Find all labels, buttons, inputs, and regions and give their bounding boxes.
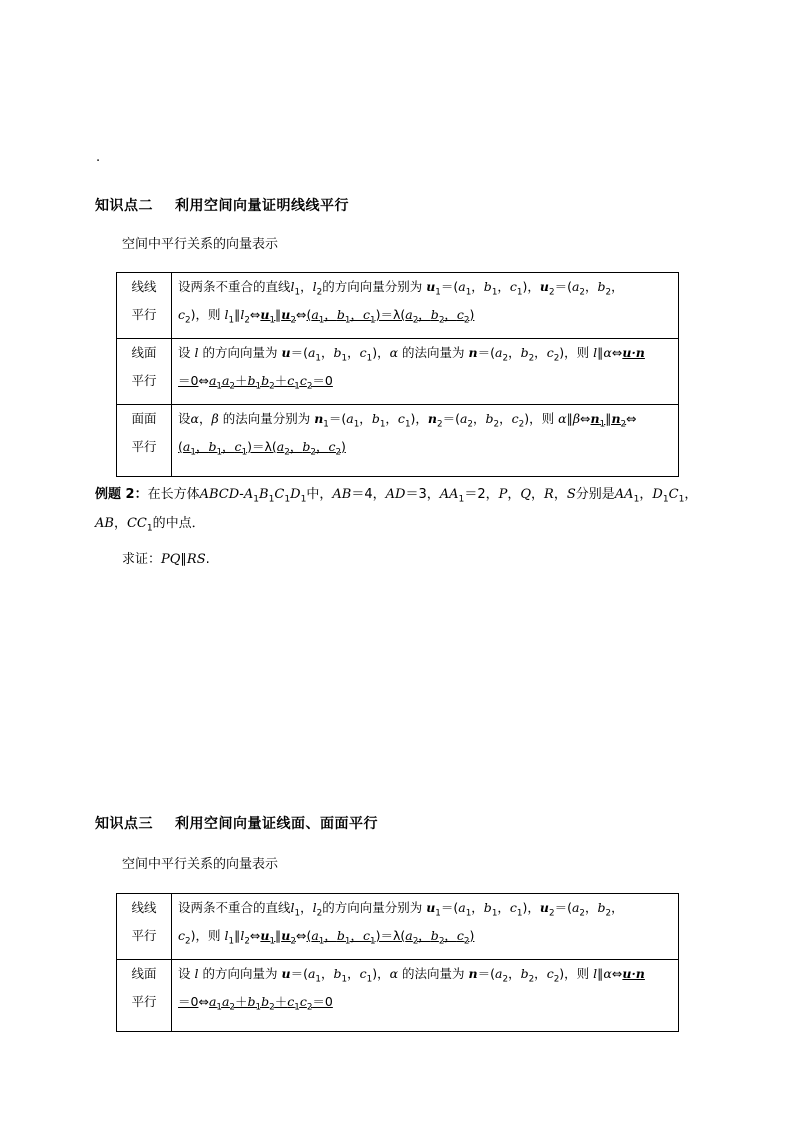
- row-label: 线线 平行: [117, 273, 172, 339]
- table-row-line-plane: [117, 339, 679, 405]
- example-2: 例题 2：在长方体ABCD-$A_1B_1C_1D_1$中，AB＝4，AD＝3，$AA_1=2$，P，Q，R，S分别是$AA_1$，$D_1C_1$， AB，$CC_1$的中点．: [95, 487, 698, 534]
- example-label: 例题 2：: [95, 487, 148, 502]
- row-label: 线面 平行: [117, 339, 172, 405]
- page-dot: .: [96, 150, 101, 165]
- row-label: 线面 平行: [117, 960, 172, 1032]
- section3-title: 利用空间向量证线面、面面平行: [175, 816, 378, 832]
- row-content: 设 l 的方向向量为 $u=(a_1$，$b_1$，$c_1$)，α 的法向量为 $n=(a_2$，$b_2$，$c_2$)，则 l∥α⇔u·n $=0\Leftrightarrow a_1a_2+b_1b_2+c_1c_2=0$: [172, 339, 679, 405]
- parallel-relations-table-2: [116, 893, 679, 1032]
- row-content: 设α，β 的法向量分别为 $n_1=(a_1$，$b_1$，$c_1$)，$n_2=(a_2$，$b_2$，$c_2$)，则 $\alpha\parallel\beta\Leftrightarrow n_1\parallel n_2\Leftrightarrow$ ($a_1$，$b_1$，$c_1)=\lambda(a_2$，$b_2$，$c_2$): [172, 405, 679, 477]
- row-label: 面面 平行: [117, 405, 172, 477]
- section2-heading: [95, 195, 349, 215]
- parallel-relations-table-1: [116, 272, 679, 477]
- section2-number: 知识点二: [95, 198, 153, 214]
- section3-heading: [95, 813, 378, 833]
- table-row-line-line: [117, 273, 679, 339]
- section2-subtitle: 空间中平行关系的向量表示: [122, 237, 279, 252]
- section3-subtitle: 空间中平行关系的向量表示: [122, 857, 279, 872]
- row-content: 设两条不重合的直线$l_1$，$l_2$的方向向量分别为 $u_1=(a_1$，$b_1$，$c_1$)，$u_2=(a_2$，$b_2$， $c_2$)，则 $l_1\parallel l_2\Leftrightarrow u_1\parallel u_2\Leftrightarrow(a_1$，$b_1$，$c_1)=\lambda(a_2$，$b_2$，$c_2$): [172, 894, 679, 960]
- row-content: 设两条不重合的直线$l_1$，$l_2$的方向向量分别为 $u_1=(a_1$，$b_1$，$c_1$)，$u_2=(a_2$，$b_2$， $c_2$)，则 $l_1\parallel l_2\Leftrightarrow u_1\parallel u_2\Leftrightarrow(a_1$，$b_1$，$c_1)=\lambda(a_2$，$b_2$，$c_2$): [172, 273, 679, 339]
- row-label: 线线 平行: [117, 894, 172, 960]
- section2-title: 利用空间向量证明线线平行: [175, 198, 349, 214]
- table-row-plane-plane: [117, 405, 679, 477]
- table-row-line-line: [117, 894, 679, 960]
- example-2-proof: 求证：PQ∥RS.: [122, 552, 210, 567]
- row-content: 设 l 的方向向量为 $u=(a_1$，$b_1$，$c_1$)，α 的法向量为 $n=(a_2$，$b_2$，$c_2$)，则 l∥α⇔u·n $=0\Leftrightarrow a_1a_2+b_1b_2+c_1c_2=0$: [172, 960, 679, 1032]
- table-row-line-plane: [117, 960, 679, 1032]
- section3-number: 知识点三: [95, 816, 153, 832]
